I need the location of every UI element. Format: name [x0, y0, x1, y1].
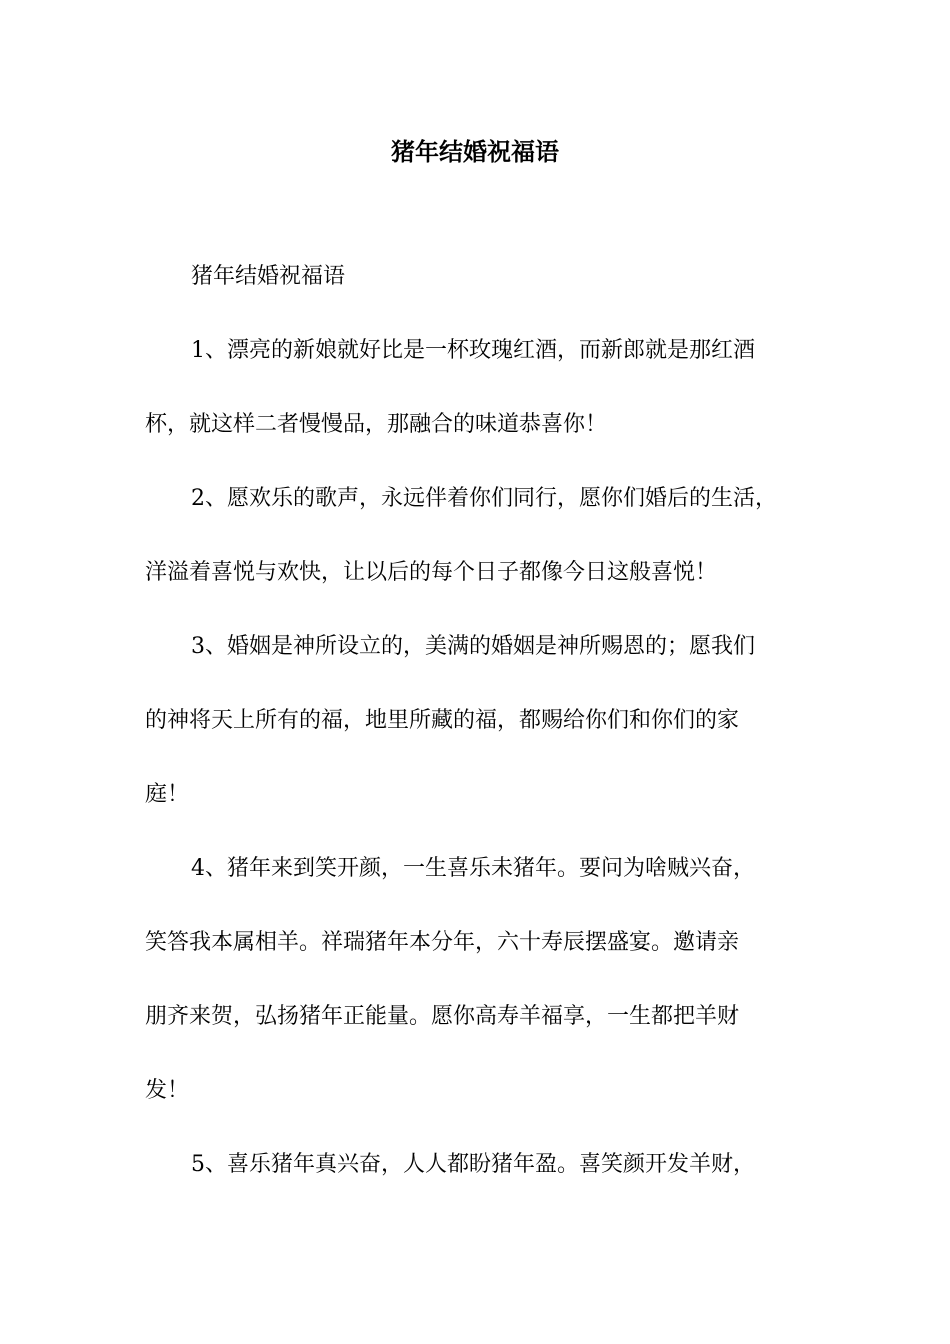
paragraph-4-line-4: 发！ [145, 1078, 190, 1103]
paragraph-4-line-1: 4、猪年来到笑开颜，一生喜乐未猪年。要问为啥贼兴奋， [191, 856, 755, 881]
paragraph-3-line-1: 3、婚姻是神所设立的，美满的婚姻是神所赐恩的；愿我们 [191, 634, 755, 659]
paragraph-5-line-1: 5、喜乐猪年真兴奋，人人都盼猪年盈。喜笑颜开发羊财， [191, 1152, 755, 1177]
document-title: 猪年结婚祝福语 [391, 137, 559, 166]
paragraph-1-line-2: 杯，就这样二者慢慢品，那融合的味道恭喜你！ [145, 412, 608, 437]
subtitle-line: 猪年结婚祝福语 [191, 264, 346, 289]
paragraph-4-line-2: 笑答我本属相羊。祥瑞猪年本分年，六十寿辰摆盛宴。邀请亲 [145, 930, 740, 955]
paragraph-1-line-1: 1、漂亮的新娘就好比是一杯玫瑰红酒，而新郎就是那红酒 [191, 338, 755, 363]
paragraph-4-line-3: 朋齐来贺，弘扬猪年正能量。愿你高寿羊福享，一生都把羊财 [145, 1004, 740, 1029]
paragraph-2-line-2: 洋溢着喜悦与欢快，让以后的每个日子都像今日这般喜悦！ [145, 560, 718, 585]
paragraph-3-line-2: 的神将天上所有的福，地里所藏的福，都赐给你们和你们的家 [145, 708, 740, 733]
paragraph-3-line-3: 庭！ [145, 782, 190, 807]
paragraph-2-line-1: 2、愿欢乐的歌声，永远伴着你们同行，愿你们婚后的生活， [191, 486, 777, 511]
